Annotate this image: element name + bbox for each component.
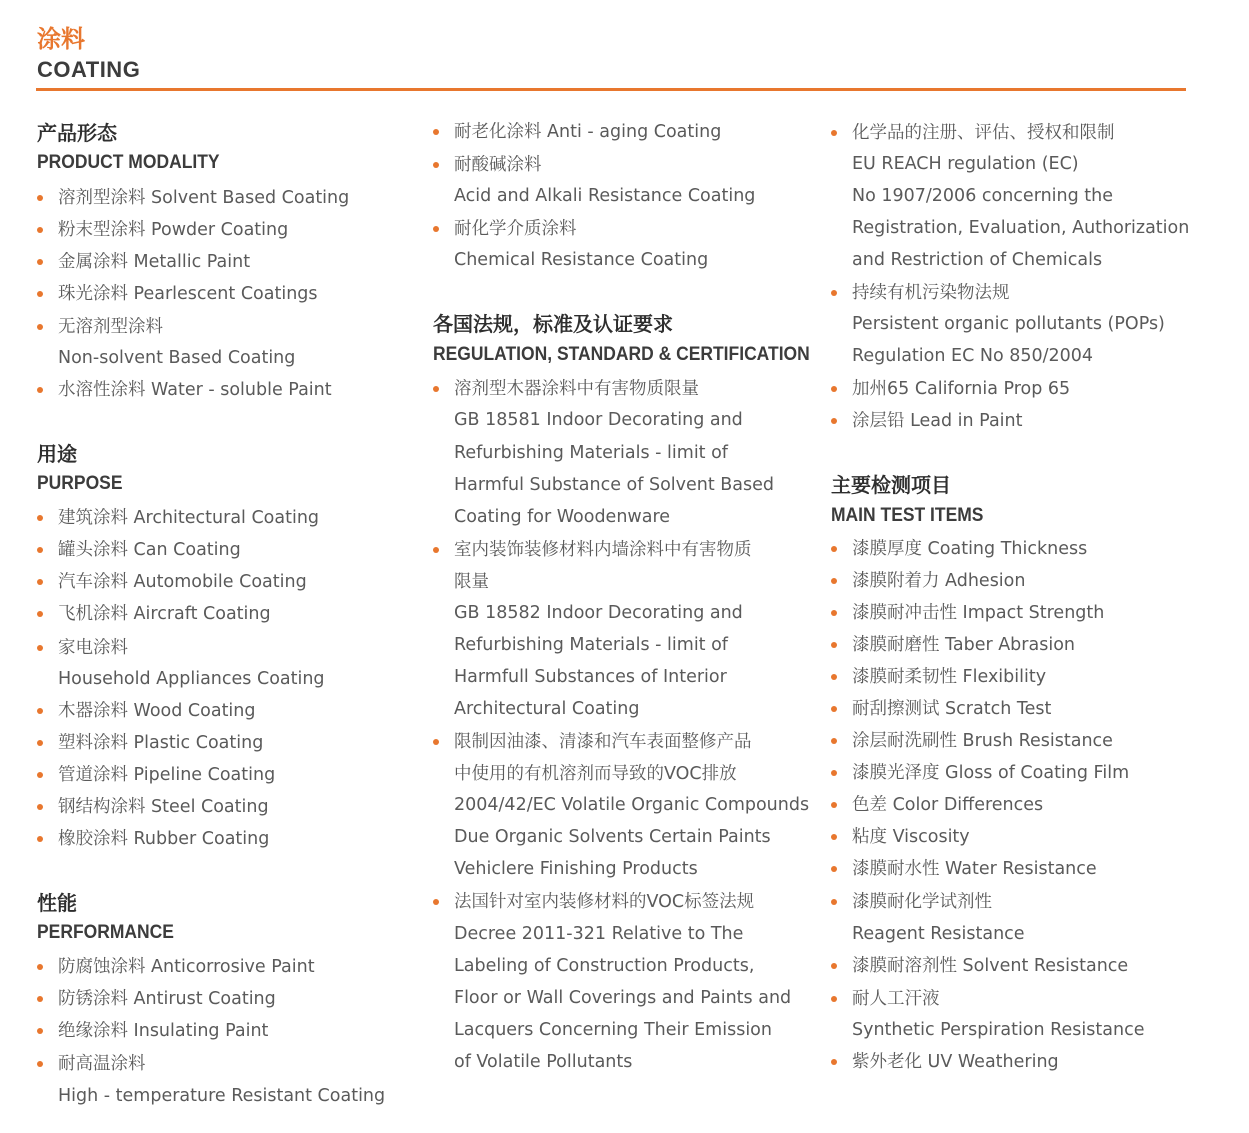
list-item-text: 涂层铅 Lead in Paint (852, 411, 1023, 431)
list-item-text: 耐高温涂料 (58, 1054, 146, 1074)
list-item-text: 漆膜耐水性 Water Resistance (852, 859, 1097, 879)
list-item-text: Non-solvent Based Coating (58, 348, 296, 368)
list-item-text: 漆膜耐化学试剂性 (852, 892, 992, 912)
list-item-text: 漆膜耐柔韧性 Flexibility (852, 667, 1047, 687)
list-item-text: 紫外老化 UV Weathering (852, 1052, 1059, 1072)
list-item-text: 绝缘涂料 Insulating Paint (58, 1021, 269, 1041)
list-item-text: Floor or Wall Coverings and Paints and (454, 988, 792, 1008)
list-item-text: 漆膜耐溶剂性 Solvent Resistance (852, 956, 1129, 976)
list-item-text: 建筑涂料 Architectural Coating (58, 508, 320, 528)
title-divider (36, 88, 1186, 91)
list-item-text: 涂层耐洗刷性 Brush Resistance (852, 731, 1113, 751)
section-title-en: MAIN TEST ITEMS (831, 505, 984, 526)
list-item-text: Chemical Resistance Coating (454, 250, 709, 270)
page-title-cn: 涂料 (37, 25, 85, 53)
list-item-text: 管道涂料 Pipeline Coating (58, 765, 276, 785)
list-item-text: 加州65 California Prop 65 (852, 379, 1071, 399)
list-item-text: 罐头涂料 Can Coating (58, 540, 241, 560)
list-item-text: 中使用的有机溶剂而导致的VOC排放 (454, 764, 737, 784)
list-item-text: Synthetic Perspiration Resistance (852, 1020, 1145, 1040)
list-item-text: 橡胶涂料 Rubber Coating (58, 829, 270, 849)
list-item-text: Harmfull Substances of Interior (454, 667, 727, 687)
list-item-text: 无溶剂型涂料 (58, 317, 163, 337)
section-title-en: REGULATION, STANDARD & CERTIFICATION (433, 344, 810, 365)
list-item-text: 限制因油漆、清漆和汽车表面整修产品 (454, 732, 752, 752)
section-title-cn: 主要检测项目 (831, 473, 951, 497)
list-item-text: 钢结构涂料 Steel Coating (58, 797, 269, 817)
list-item-text: High - temperature Resistant Coating (58, 1086, 386, 1106)
list-item-text: Acid and Alkali Resistance Coating (454, 186, 756, 206)
list-item-text: 溶剂型涂料 Solvent Based Coating (58, 188, 350, 208)
list-item-text: 色差 Color Differences (852, 795, 1044, 815)
list-item-text: 耐刮擦测试 Scratch Test (852, 699, 1052, 719)
list-item-text: GB 18582 Indoor Decorating and (454, 603, 743, 623)
section-title-cn: 性能 (37, 891, 77, 915)
list-item-text: 粉末型涂料 Powder Coating (58, 220, 289, 240)
list-item-text: 防锈涂料 Antirust Coating (58, 989, 276, 1009)
list-item-text: 漆膜耐冲击性 Impact Strength (852, 603, 1105, 623)
list-item-text: Vehiclere Finishing Products (454, 859, 698, 879)
list-item-text: 持续有机污染物法规 (852, 283, 1010, 303)
list-item-text: Refurbishing Materials - limit of (454, 443, 728, 463)
list-item-text: Labeling of Construction Products, (454, 956, 755, 976)
list-item-text: 室内装饰装修材料内墙涂料中有害物质 (454, 540, 752, 560)
list-item-text: 漆膜附着力 Adhesion (852, 571, 1026, 591)
list-item-text: No 1907/2006 concerning the (852, 186, 1114, 206)
list-item-text: 耐化学介质涂料 (454, 219, 577, 239)
list-item-text: Regulation EC No 850/2004 (852, 346, 1094, 366)
list-item-text: 耐人工汗液 (852, 989, 940, 1009)
list-item-text: 2004/42/EC Volatile Organic Compounds (454, 795, 810, 815)
list-item-text: Registration, Evaluation, Authorization (852, 218, 1190, 238)
list-item-text: Architectural Coating (454, 699, 640, 719)
list-item-text: EU REACH regulation (EC) (852, 154, 1079, 174)
list-item-text: 耐酸碱涂料 (454, 155, 542, 175)
list-item-text: Reagent Resistance (852, 924, 1025, 944)
list-item-text: 化学品的注册、评估、授权和限制 (852, 123, 1115, 143)
section-title-en: PERFORMANCE (37, 922, 174, 943)
list-item-text: Refurbishing Materials - limit of (454, 635, 728, 655)
list-item-text: 耐老化涂料 Anti - aging Coating (454, 122, 722, 142)
list-item-text: 防腐蚀涂料 Anticorrosive Paint (58, 957, 315, 977)
section-title-en: PURPOSE (37, 473, 123, 494)
list-item-text: 珠光涂料 Pearlescent Coatings (58, 284, 318, 304)
list-item-text: 溶剂型木器涂料中有害物质限量 (454, 379, 699, 399)
list-item-text: 塑料涂料 Plastic Coating (58, 733, 264, 753)
section-title-en: PRODUCT MODALITY (37, 152, 220, 173)
list-item-text: and Restriction of Chemicals (852, 250, 1103, 270)
section-title-cn: 各国法规，标准及认证要求 (433, 312, 673, 336)
list-item-text: 金属涂料 Metallic Paint (58, 252, 251, 272)
list-item-text: 家电涂料 (58, 638, 128, 658)
list-item-text: 漆膜耐磨性 Taber Abrasion (852, 635, 1075, 655)
page-title-en: COATING (37, 57, 141, 82)
list-item-text: 水溶性涂料 Water - soluble Paint (58, 380, 332, 400)
list-item-text: GB 18581 Indoor Decorating and (454, 410, 743, 430)
list-item-text: Persistent organic pollutants (POPs) (852, 314, 1165, 334)
list-item-text: Decree 2011-321 Relative to The (454, 924, 744, 944)
list-item-text: 限量 (454, 572, 489, 592)
list-item-text: 漆膜厚度 Coating Thickness (852, 539, 1088, 559)
list-item-text: 木器涂料 Wood Coating (58, 701, 256, 721)
list-item-text: 粘度 Viscosity (852, 827, 970, 847)
list-item-text: 汽车涂料 Automobile Coating (58, 572, 307, 592)
list-item-text: Coating for Woodenware (454, 507, 671, 527)
section-title-cn: 用途 (37, 442, 77, 466)
section-title-cn: 产品形态 (37, 121, 117, 145)
list-item-text: 漆膜光泽度 Gloss of Coating Film (852, 763, 1130, 783)
list-item-text: 法国针对室内装修材料的VOC标签法规 (454, 892, 755, 912)
list-item-text: Due Organic Solvents Certain Paints (454, 827, 771, 847)
list-item-text: Lacquers Concerning Their Emission (454, 1020, 772, 1040)
list-item-text: Household Appliances Coating (58, 669, 325, 689)
list-item-text: 飞机涂料 Aircraft Coating (58, 604, 271, 624)
list-item-text: Harmful Substance of Solvent Based (454, 475, 775, 495)
list-item-text: of Volatile Pollutants (454, 1052, 633, 1072)
